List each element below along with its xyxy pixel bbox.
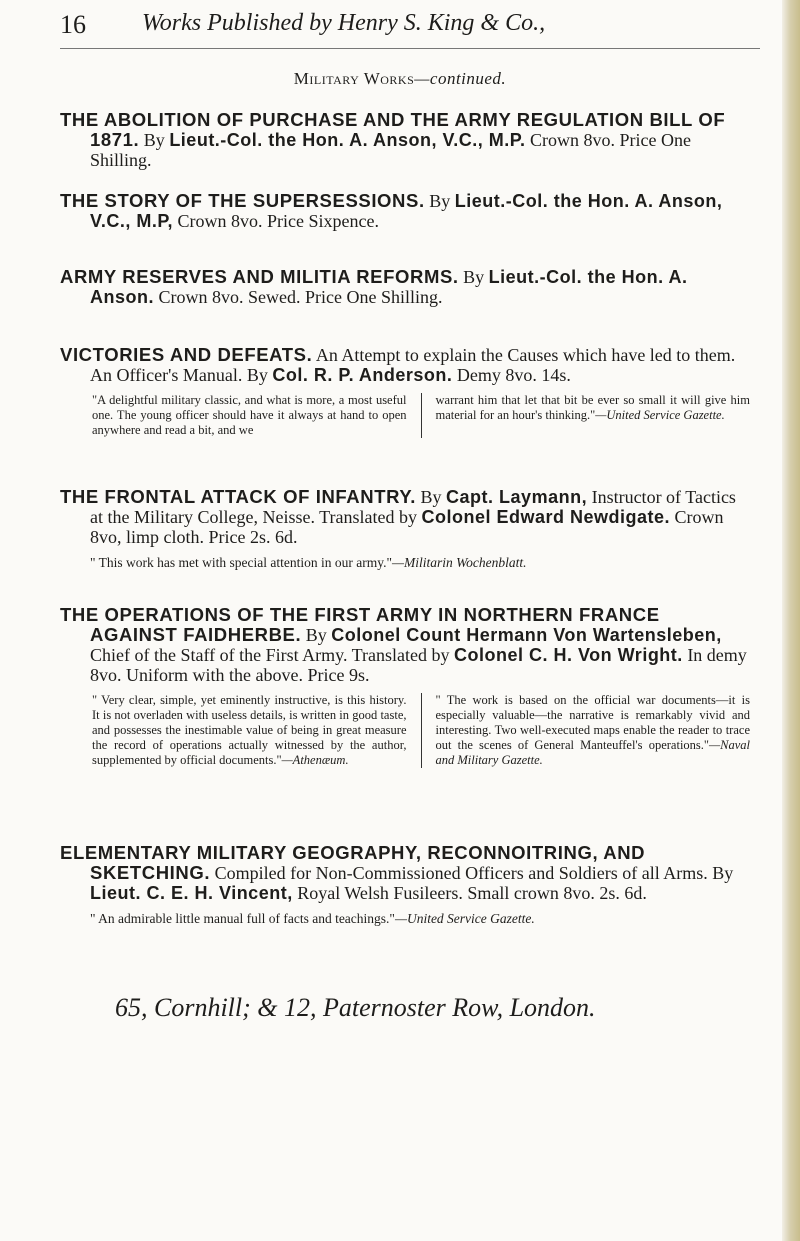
entry-author: Colonel Count Hermann Von Wartensleben,	[331, 625, 722, 645]
author-prefix: By	[463, 267, 485, 287]
header-rule	[60, 48, 760, 49]
review-source: —Naval and Military Gazette.	[435, 738, 750, 767]
review-source: —Athenæum.	[281, 753, 349, 767]
review-left	[92, 693, 422, 768]
review	[60, 555, 750, 571]
entry-details: Small crown 8vo. 2s. 6d.	[467, 883, 647, 903]
section-heading	[0, 69, 800, 89]
review-columns	[92, 693, 750, 768]
review-text: " An admirable little manual full of facts and teachings."	[90, 911, 395, 926]
review	[60, 911, 750, 927]
entry-military-geography	[60, 843, 750, 927]
entry-frontal-attack	[60, 487, 750, 571]
review-right	[436, 693, 751, 768]
review-source: —United Service Gazette.	[595, 408, 725, 422]
entry-author: Lieut.-Col. the Hon. A. Anson, V.C., M.P,	[90, 191, 723, 231]
entry-story-of-supersessions	[60, 191, 750, 231]
address-text: 65, Cornhill; & 12, Paternoster Row, London.	[115, 993, 596, 1022]
running-title: Works Published by Henry S. King & Co.,	[142, 10, 546, 36]
review-text: warrant him that let that bit be ever so small it will give him material for an hour's thinking."	[435, 393, 750, 422]
entry-details: Crown 8vo. Price One Shilling.	[90, 130, 691, 170]
entry-description: An Attempt to explain the Causes which have led to them. An Officer's Manual.	[90, 345, 736, 385]
entry-author: Col. R. P. Anderson.	[272, 365, 453, 385]
entry-title: VICTORIES AND DEFEATS.	[60, 344, 313, 365]
entry-description: Chief of the Staff of the First Army. Translated by	[90, 645, 450, 665]
author-prefix: By	[429, 191, 451, 211]
entry-author: Lieut.-Col. the Hon. A. Anson, V.C., M.P.	[169, 130, 526, 150]
review-columns	[92, 393, 750, 438]
entry-translator: Colonel Edward Newdigate.	[421, 507, 670, 527]
entry-author: Lieut.-Col. the Hon. A. Anson.	[90, 267, 688, 307]
author-prefix: By	[143, 130, 165, 150]
entry-victories-and-defeats	[60, 345, 750, 438]
review-text: "A delightful military classic, and what is more, a most useful one. The young officer should have it always at hand to open anywhere and read a bit, and we	[92, 393, 407, 437]
entry-details: Crown 8vo. Price Sixpence.	[177, 211, 380, 231]
section-label: Military Works	[293, 69, 415, 88]
review-source: —United Service Gazette.	[394, 911, 535, 926]
page-edge	[782, 0, 800, 1241]
author-prefix: By	[420, 487, 442, 507]
author-prefix: By	[305, 625, 327, 645]
author-prefix: By	[246, 365, 268, 385]
entry-title: ELEMENTARY MILITARY GEOGRAPHY, RECONNOITRING, AND SKETCHING.	[60, 842, 646, 883]
entry-title: ARMY RESERVES AND MILITIA REFORMS.	[60, 266, 459, 287]
page-header	[60, 10, 740, 44]
entry-details: Crown 8vo. Sewed. Price One Shilling.	[158, 287, 443, 307]
entry-title: THE FRONTAL ATTACK OF INFANTRY.	[60, 486, 417, 507]
review-text: " The work is based on the official war documents—it is especially valuable—the narrative is remarkably vivid and interesting. Two well-executed maps enable the reader to trace out the scenes of General Manteuffel's operations."	[435, 693, 750, 752]
entry-author: Capt. Laymann,	[446, 487, 588, 507]
entry-details: In demy 8vo. Uniform with the above. Price 9s.	[90, 645, 747, 685]
entry-description-2: Royal Welsh Fusileers.	[297, 883, 463, 903]
entry-details: Crown 8vo, limp cloth. Price 2s. 6d.	[90, 507, 724, 547]
entry-author: Lieut. C. E. H. Vincent,	[90, 883, 293, 903]
review-text: " Very clear, simple, yet eminently instructive, is this history. It is not overladen with useless details, is written in good taste, and possesses the inestimable value of being in great measure the record of operations actually witnessed by the author, supplemented by official documents."	[92, 693, 407, 767]
entry-translator: Colonel C. H. Von Wright.	[453, 645, 683, 665]
entry-description: Instructor of Tactics at the Military College, Neisse. Translated by	[90, 487, 736, 527]
author-prefix: By	[712, 863, 734, 883]
entry-abolition-of-purchase	[60, 110, 750, 170]
publisher-address	[115, 993, 715, 1023]
review-source: —Militarin Wochenblatt.	[391, 555, 527, 570]
section-continued: —continued.	[414, 69, 507, 88]
review-left	[92, 393, 422, 438]
entry-title: THE ABOLITION OF PURCHASE AND THE ARMY REGULATION BILL OF 1871.	[60, 109, 726, 150]
entry-description: Compiled for Non-Commissioned Officers and Soldiers of all Arms.	[214, 863, 708, 883]
entry-army-reserves	[60, 267, 750, 307]
entry-details: Demy 8vo. 14s.	[456, 365, 571, 385]
entry-operations-first-army	[60, 605, 750, 768]
entry-title: THE STORY OF THE SUPERSESSIONS.	[60, 190, 425, 211]
page-number: 16	[60, 10, 86, 39]
entry-title: THE OPERATIONS OF THE FIRST ARMY IN NORTHERN FRANCE AGAINST FAIDHERBE.	[60, 604, 660, 645]
review-text: " This work has met with special attention in our army."	[90, 555, 392, 570]
review-right	[436, 393, 751, 438]
